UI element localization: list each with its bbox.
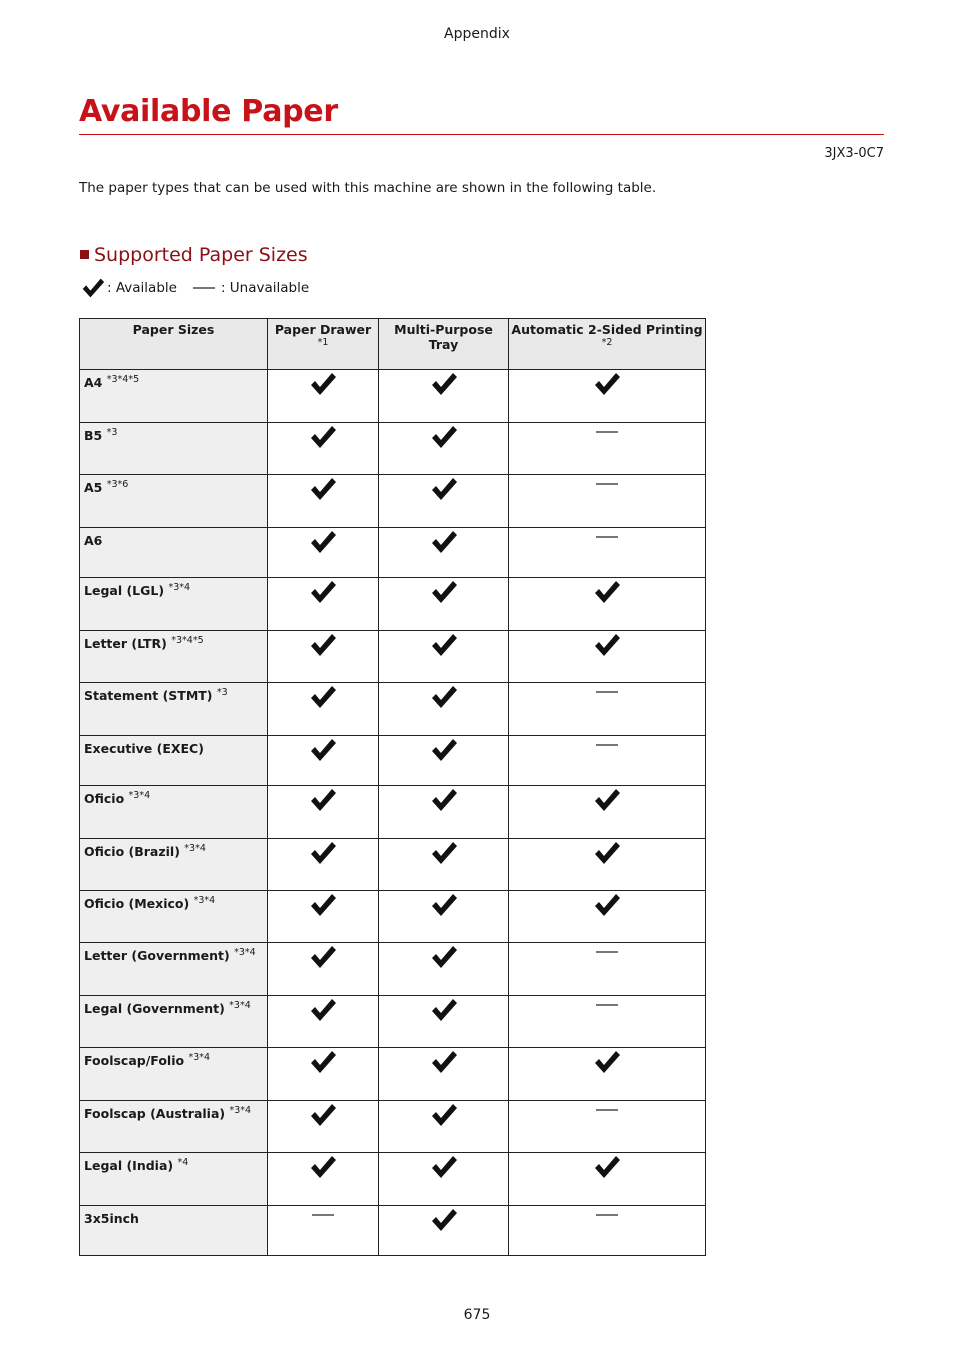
paper-size-cell	[80, 1206, 268, 1256]
two-sided-availability-cell	[509, 423, 706, 475]
header-paper-sizes: Paper Sizes	[80, 319, 268, 370]
paper-size-cell	[80, 423, 268, 475]
checkmark-icon	[430, 475, 458, 503]
checkmark-icon	[309, 1153, 337, 1181]
paper-size-name: 3x5inch	[84, 1211, 139, 1227]
mp-tray-availability-cell	[379, 528, 509, 578]
paper-size-cell	[80, 1153, 268, 1206]
footnote-refs: *4	[177, 1157, 189, 1168]
paper-size-name: Legal (India)	[84, 1158, 174, 1174]
checkmark-icon	[309, 1101, 337, 1129]
header-multi-purpose-tray: Multi-Purpose Tray	[379, 319, 509, 370]
two-sided-availability-cell	[509, 370, 706, 423]
paper-size-cell	[80, 943, 268, 996]
table-row	[80, 1153, 706, 1206]
table-row	[80, 943, 706, 996]
footnote-refs: *3*4	[168, 582, 191, 593]
two-sided-availability-cell	[509, 943, 706, 996]
two-sided-availability-cell	[509, 1206, 706, 1256]
checkmark-icon	[430, 736, 458, 764]
checkmark-icon	[309, 943, 337, 971]
table-row	[80, 1101, 706, 1153]
checkmark-icon	[430, 1206, 458, 1234]
drawer-availability-cell	[268, 891, 379, 943]
checkmark-icon	[309, 736, 337, 764]
checkmark-icon	[309, 475, 337, 503]
paper-size-cell	[80, 736, 268, 786]
checkmark-icon	[309, 683, 337, 711]
paper-size-name: Legal (Government)	[84, 1001, 225, 1017]
two-sided-availability-cell	[509, 736, 706, 786]
paper-size-cell	[80, 578, 268, 631]
checkmark-icon	[430, 943, 458, 971]
two-sided-availability-cell	[509, 1101, 706, 1153]
footnote-refs: *3	[216, 687, 228, 698]
dash-icon	[596, 1004, 618, 1006]
header-automatic-2-sided-printing: Automatic 2-Sided Printing $^{*2}$	[509, 319, 706, 370]
two-sided-availability-cell	[509, 631, 706, 683]
table-row	[80, 891, 706, 943]
table-row	[80, 736, 706, 786]
checkmark-icon	[430, 578, 458, 606]
paper-size-name: Oficio (Brazil)	[84, 844, 180, 860]
drawer-availability-cell	[268, 475, 379, 528]
legend	[80, 276, 309, 300]
paper-size-cell	[80, 475, 268, 528]
dash-icon	[596, 1214, 618, 1216]
paper-size-name: Oficio	[84, 791, 125, 807]
mp-tray-availability-cell	[379, 891, 509, 943]
drawer-availability-cell	[268, 370, 379, 423]
checkmark-icon	[430, 891, 458, 919]
mp-tray-availability-cell	[379, 996, 509, 1048]
section-heading-text: Supported Paper Sizes	[94, 244, 308, 266]
dash-icon	[596, 483, 618, 485]
checkmark-icon	[593, 1048, 621, 1076]
page-title: Available Paper	[79, 94, 338, 129]
checkmark-icon	[430, 370, 458, 398]
checkmark-icon	[593, 370, 621, 398]
mp-tray-availability-cell	[379, 1048, 509, 1101]
footnote-refs: *3*4	[128, 790, 151, 801]
paper-size-cell	[80, 528, 268, 578]
checkmark-icon	[430, 996, 458, 1024]
checkmark-icon	[593, 891, 621, 919]
checkmark-icon	[430, 1101, 458, 1129]
drawer-availability-cell	[268, 1153, 379, 1206]
two-sided-availability-cell	[509, 578, 706, 631]
two-sided-availability-cell	[509, 839, 706, 891]
two-sided-availability-cell	[509, 683, 706, 736]
table-row	[80, 1206, 706, 1256]
drawer-availability-cell	[268, 1101, 379, 1153]
table-row	[80, 683, 706, 736]
footnote-refs: *3*4*5	[171, 635, 204, 646]
paper-size-cell	[80, 839, 268, 891]
drawer-availability-cell	[268, 631, 379, 683]
two-sided-availability-cell	[509, 1048, 706, 1101]
dash-icon	[596, 951, 618, 953]
document-code: 3JX3-0C7	[824, 146, 884, 161]
checkmark-icon	[309, 891, 337, 919]
footnote-refs: *3*4	[184, 843, 206, 854]
footnote-refs: *3*4	[188, 1052, 211, 1063]
mp-tray-availability-cell	[379, 683, 509, 736]
checkmark-icon	[309, 1048, 337, 1076]
paper-size-name: A5	[84, 480, 103, 496]
drawer-availability-cell	[268, 578, 379, 631]
paper-size-name: Foolscap/Folio	[84, 1053, 185, 1069]
dash-icon	[596, 744, 618, 746]
paper-size-name: Executive (EXEC)	[84, 741, 204, 757]
drawer-availability-cell	[268, 839, 379, 891]
paper-sizes-table	[79, 318, 706, 1256]
dash-icon	[596, 536, 618, 538]
mp-tray-availability-cell	[379, 1153, 509, 1206]
mp-tray-availability-cell	[379, 631, 509, 683]
checkmark-icon	[430, 631, 458, 659]
header-paper-drawer: Paper Drawer $^{*1}$	[268, 319, 379, 370]
checkmark-icon	[430, 683, 458, 711]
paper-size-name: Letter (Government)	[84, 948, 230, 964]
checkmark-icon	[430, 1153, 458, 1181]
mp-tray-availability-cell	[379, 839, 509, 891]
page-number: 675	[463, 1307, 491, 1323]
checkmark-icon	[309, 528, 337, 556]
footnote-refs: *3	[106, 427, 118, 438]
intro-paragraph: The paper types that can be used with this machine are shown in the following table.	[79, 180, 657, 196]
dash-icon	[596, 431, 618, 433]
paper-size-name: A6	[84, 533, 103, 549]
dash-icon	[596, 691, 618, 693]
checkmark-icon	[309, 839, 337, 867]
checkmark-icon	[430, 528, 458, 556]
mp-tray-availability-cell	[379, 786, 509, 839]
table-row	[80, 578, 706, 631]
checkmark-icon	[80, 276, 106, 300]
paper-size-cell	[80, 631, 268, 683]
checkmark-icon	[593, 578, 621, 606]
mp-tray-availability-cell	[379, 475, 509, 528]
paper-size-cell	[80, 996, 268, 1048]
checkmark-icon	[430, 839, 458, 867]
footnote-refs: *3*4	[234, 947, 256, 958]
table-row	[80, 370, 706, 423]
mp-tray-availability-cell	[379, 1206, 509, 1256]
mp-tray-availability-cell	[379, 736, 509, 786]
checkmark-icon	[309, 996, 337, 1024]
table-row	[80, 423, 706, 475]
two-sided-availability-cell	[509, 786, 706, 839]
paper-size-cell	[80, 786, 268, 839]
checkmark-icon	[309, 423, 337, 451]
checkmark-icon	[309, 631, 337, 659]
drawer-availability-cell	[268, 528, 379, 578]
drawer-availability-cell	[268, 943, 379, 996]
paper-size-name: Foolscap (Australia)	[84, 1106, 226, 1122]
table-row	[80, 528, 706, 578]
drawer-availability-cell	[268, 996, 379, 1048]
checkmark-icon	[309, 370, 337, 398]
drawer-availability-cell	[268, 423, 379, 475]
section-heading	[80, 244, 308, 266]
running-header: Appendix	[444, 26, 510, 42]
two-sided-availability-cell	[509, 528, 706, 578]
paper-size-name: A4	[84, 375, 103, 391]
footnote-refs: *3*6	[106, 479, 129, 490]
table-row	[80, 839, 706, 891]
paper-size-cell	[80, 683, 268, 736]
two-sided-availability-cell	[509, 996, 706, 1048]
table-row	[80, 996, 706, 1048]
legend-available-label: : Available	[107, 280, 177, 296]
checkmark-icon	[430, 786, 458, 814]
two-sided-availability-cell	[509, 891, 706, 943]
mp-tray-availability-cell	[379, 578, 509, 631]
checkmark-icon	[309, 786, 337, 814]
table-row	[80, 475, 706, 528]
drawer-availability-cell	[268, 683, 379, 736]
footnote-refs: *3*4	[229, 1105, 252, 1116]
paper-size-name: B5	[84, 428, 103, 444]
mp-tray-availability-cell	[379, 423, 509, 475]
checkmark-icon	[430, 1048, 458, 1076]
drawer-availability-cell	[268, 1048, 379, 1101]
two-sided-availability-cell	[509, 475, 706, 528]
dash-icon	[312, 1214, 334, 1216]
checkmark-icon	[593, 1153, 621, 1181]
drawer-availability-cell	[268, 786, 379, 839]
checkmark-icon	[593, 786, 621, 814]
footnote-refs: *3*4*5	[106, 374, 140, 385]
two-sided-availability-cell	[509, 1153, 706, 1206]
dash-icon	[596, 1109, 618, 1111]
paper-size-name: Letter (LTR)	[84, 636, 167, 652]
paper-size-name: Statement (STMT)	[84, 688, 213, 704]
paper-size-name: Legal (LGL)	[84, 583, 165, 599]
paper-size-name: Oficio (Mexico)	[84, 896, 190, 912]
square-bullet-icon	[80, 250, 89, 259]
footnote-refs: *3*4	[229, 1000, 251, 1011]
paper-size-cell	[80, 1101, 268, 1153]
table-row	[80, 786, 706, 839]
checkmark-icon	[593, 839, 621, 867]
dash-icon	[193, 287, 215, 289]
paper-size-cell	[80, 1048, 268, 1101]
table-header-row	[80, 319, 706, 370]
table-row	[80, 631, 706, 683]
paper-size-cell	[80, 891, 268, 943]
drawer-availability-cell	[268, 736, 379, 786]
drawer-availability-cell	[268, 1206, 379, 1256]
checkmark-icon	[309, 578, 337, 606]
legend-unavailable-label: : Unavailable	[220, 280, 310, 296]
table-row	[80, 1048, 706, 1101]
mp-tray-availability-cell	[379, 370, 509, 423]
title-divider	[79, 134, 884, 135]
footnote-refs: *3*4	[193, 895, 216, 906]
paper-size-cell	[80, 370, 268, 423]
checkmark-icon	[593, 631, 621, 659]
mp-tray-availability-cell	[379, 943, 509, 996]
checkmark-icon	[430, 423, 458, 451]
mp-tray-availability-cell	[379, 1101, 509, 1153]
